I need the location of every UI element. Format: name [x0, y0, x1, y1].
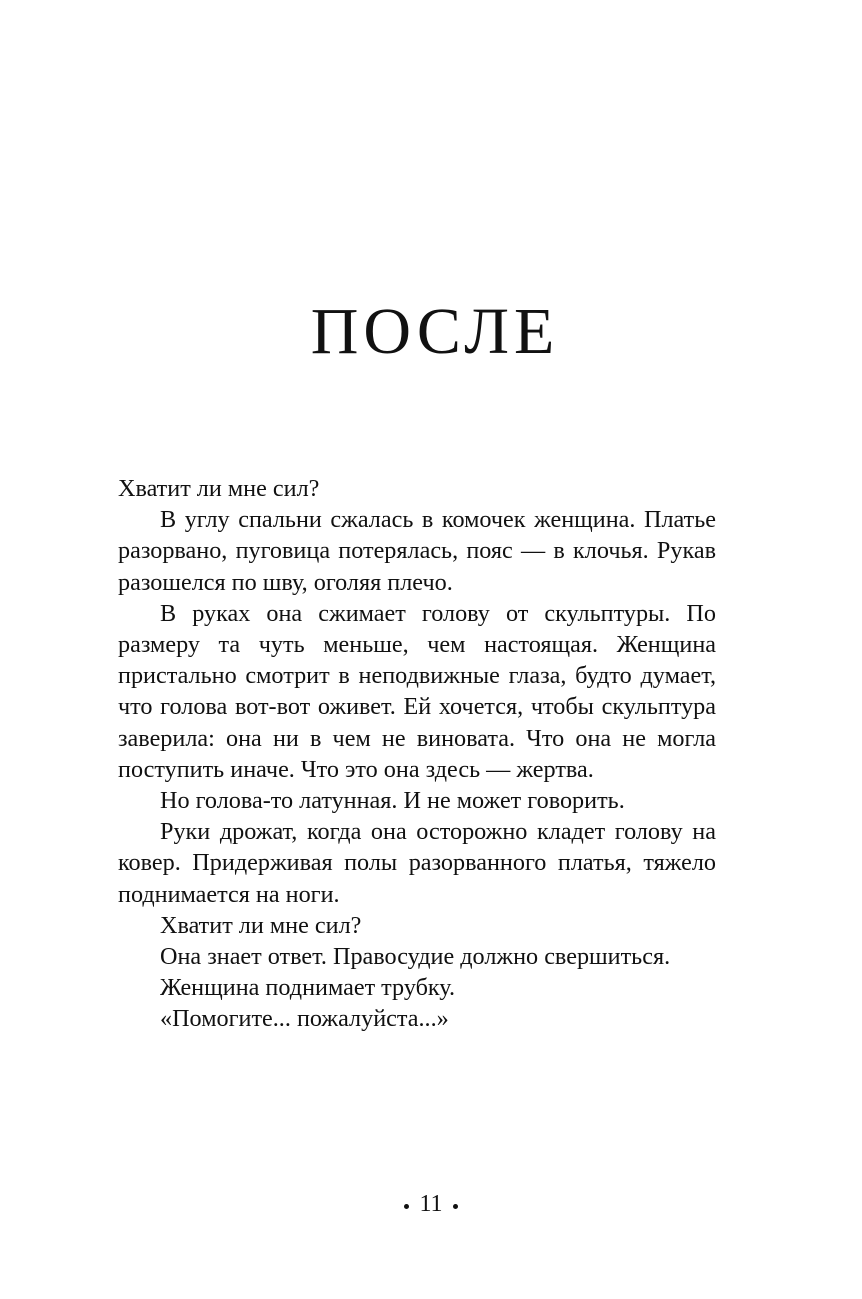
chapter-body	[118, 473, 716, 1035]
page-number: 11	[419, 1191, 443, 1217]
bullet-dot-icon	[404, 1204, 409, 1209]
paragraph: Хватит ли мне сил?	[160, 911, 362, 939]
paragraph: В углу спальни сжалась в комочек женщина. Платье разорвано, пуговица потерялась, пояс — в клочья. Рукав разошелся по шву, оголяя плечо.	[118, 506, 716, 596]
bullet-dot-icon	[453, 1204, 458, 1209]
paragraph: Хватит ли мне сил?	[118, 475, 320, 502]
paragraph: Женщина поднимает трубку.	[160, 974, 456, 1002]
paragraph: Руки дрожат, когда она осторожно кладет голову на ковер. Придерживая полы разорванного платья, тяжело поднимается на ноги.	[118, 818, 716, 908]
paragraph: Она знает ответ. Правосудие должно свершиться.	[160, 943, 671, 971]
chapter-title: ПОСЛЕ	[310, 295, 560, 368]
paragraph: В руках она сжимает голову от скульптуры. По размеру та чуть меньше, чем настоящая. Женщина пристально смотрит в неподвижные глаза, будто думает, что голова вот-вот оживет. Ей хочется, чтобы скульптура заверила: она ни в чем не виновата. Что она не могла поступить иначе. Что это она здесь — жертва.	[118, 599, 716, 783]
paragraph: «Помогите... пожалуйста...»	[160, 1005, 449, 1033]
paragraph: Но голова-то латунная. И не может говорить.	[160, 787, 625, 815]
page-footer	[0, 1188, 862, 1220]
